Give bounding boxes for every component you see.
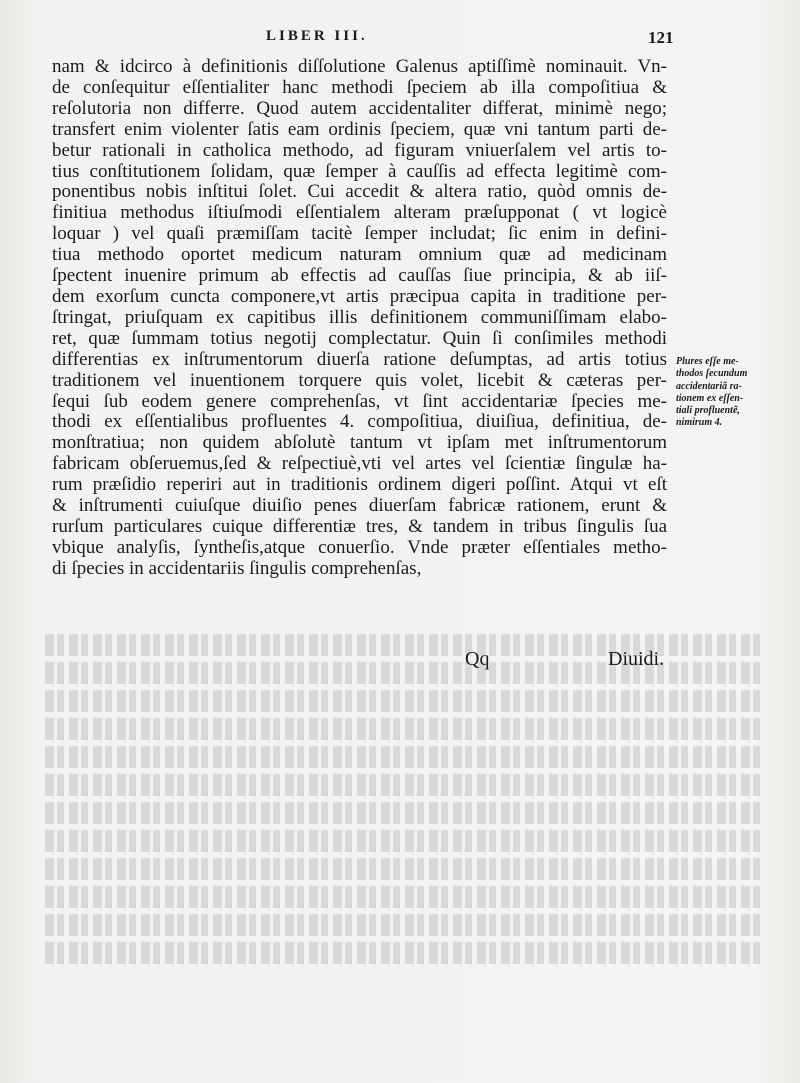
marginal-note-line: nimirum 4.: [676, 417, 723, 429]
marginal-note-line: accidentariã ra-: [676, 380, 742, 392]
text-line: transfert enim violenter ſatis eam ordinis ſpeciem, quæ vni tantum parti de-: [52, 119, 667, 140]
marginal-note-line: tiali profluentẽ,: [676, 405, 740, 417]
bleed-through-text: [40, 628, 760, 1068]
text-line: & inſtrumenti cuiuſque diuiſio penes diuerſam fabricæ rationem, erunt &: [52, 496, 667, 517]
text-line: ponentibus nobis inſtitui ſolet. Cui accedit & altera ratio, quòd omnis de-: [52, 182, 667, 203]
marginal-note-line: Plures eſſe me-: [676, 356, 739, 367]
page-header: [0, 28, 800, 52]
running-head: LIBER III.: [266, 28, 368, 44]
text-line: rurſum particulares cuique differentiæ tres, & tandem in tribus ſingulis ſua: [52, 516, 667, 537]
text-line: differentias ex inſtrumentorum diuerſa ratione deſumptas, ad artis totius: [52, 349, 667, 370]
text-line: nam & idcirco à definitionis diſſolutione Galenus aptiſſimè nominauit. Vn-: [52, 57, 667, 77]
text-line: finitiua methodus iſtiuſmodi eſſentialem alteram præſupponat ( vt logicè: [52, 203, 667, 224]
signature-mark: Qq: [465, 648, 490, 670]
text-line: ſpectent inuenire primum ab effectis ad cauſſas ſiue principia, & ab iiſ-: [52, 266, 667, 287]
body-text: [52, 57, 667, 580]
text-line: ſtringat, priuſquam ex capitibus illis definitionem communiſſimam elabo-: [52, 307, 667, 328]
text-line: traditionem vel inuentionem torquere quis volet, licebit & cæteras per-: [52, 370, 667, 391]
text-line: ſequi ſub eodem genere comprehenſas, vt ſint accidentariæ ſpecies me-: [52, 391, 667, 412]
marginal-note-line: thodos ſecundum: [676, 368, 748, 380]
text-line: vbique analyſis, ſyntheſis,atque conuerſio. Vnde præter eſſentiales metho-: [52, 537, 667, 558]
text-line: monſtratiua; non quidem abſolutè tantum vt ipſam met inſtrumentorum: [52, 433, 667, 454]
text-line: tius conſtitutionem ſolidam, quæ ſemper à cauſſis ad effecta legitimè com-: [52, 161, 667, 182]
text-line: de conſequitur eſſentialiter hanc methodi ſpeciem ab illa compoſitiua &: [52, 77, 667, 98]
text-line: rum præſidio reperiri aut in traditionis ordinem digeri poſſint. Atqui vt eſt: [52, 475, 667, 496]
page-footer: [0, 648, 800, 676]
text-line: loquar ) vel quaſi præmiſſam tacitè ſemper includat; ſic enim in defini-: [52, 224, 667, 245]
text-line: ret, quæ ſummam totius negotij complectatur. Quin ſi conſimiles methodi: [52, 328, 667, 349]
catchword: Diuidi.: [608, 648, 665, 670]
marginal-note-line: tionem ex eſſen-: [676, 392, 744, 404]
text-line: di ſpecies in accidentariis ſingulis comprehenſas,: [52, 558, 422, 579]
text-line: reſolutoria non differre. Quod autem accidentaliter differat, minimè nego;: [52, 98, 667, 119]
text-line: betur rationali in catholica methodo, ad figuram vniuerſalem vel artis to-: [52, 140, 667, 161]
text-line: dem exorſum cuncta componere,vt artis præcipua capita in traditione per-: [52, 286, 667, 307]
text-line: fabricam obſeruemus,ſed & reſpectiuè,vti vel artes vel ſcientiæ ſingulæ ha-: [52, 454, 667, 475]
marginal-note: [676, 356, 766, 430]
text-line: tiua methodo oportet medicum naturam omnium quæ ad medicinam: [52, 245, 667, 266]
page-number: 121: [648, 28, 674, 47]
text-line: thodi ex eſſentialibus profluentes 4. compoſitiua, diuiſiua, definitiua, de-: [52, 412, 667, 433]
